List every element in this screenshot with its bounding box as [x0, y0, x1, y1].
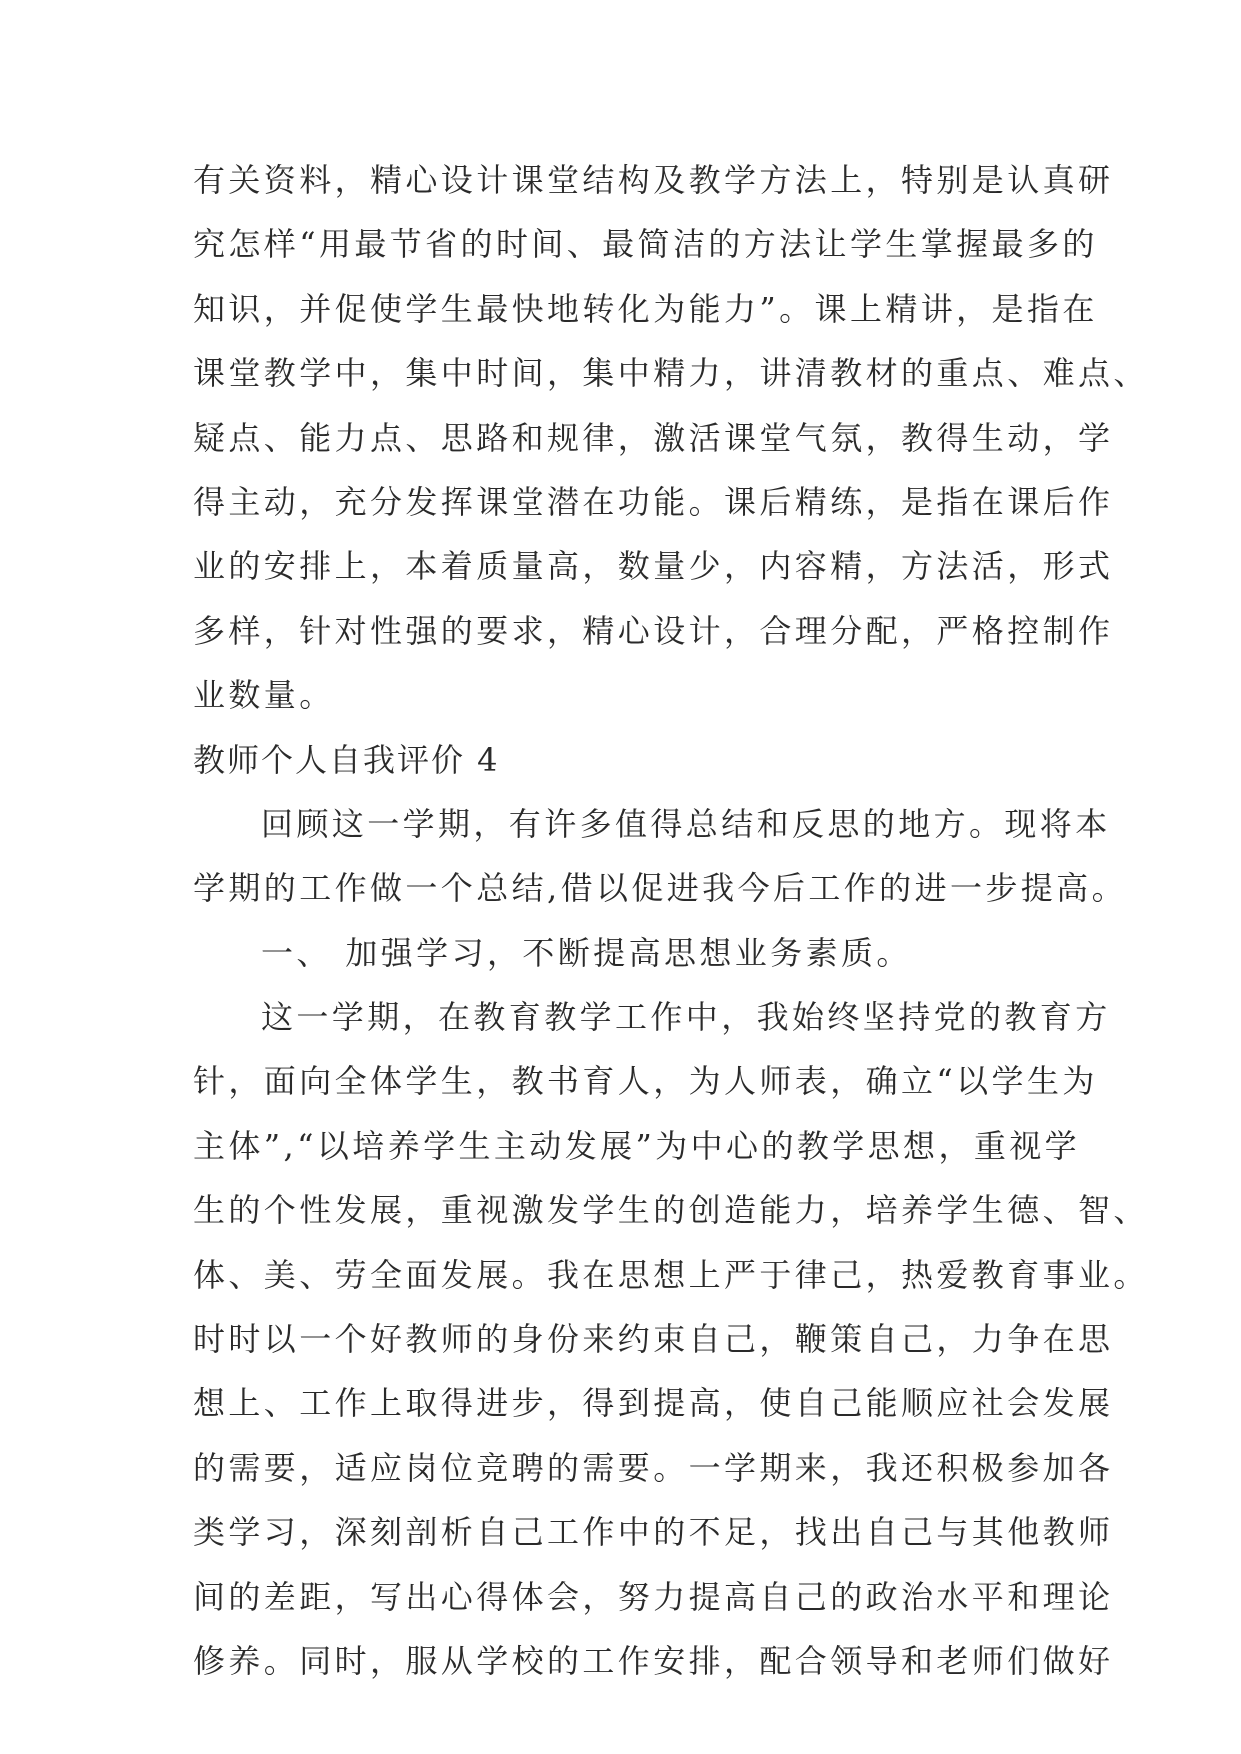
text-line: 间的差距，写出心得体会，努力提高自己的政治水平和理论 [193, 1577, 1114, 1616]
subsection-heading: 一、 加强学习，不断提高思想业务素质。 [261, 933, 912, 972]
text-line: 究怎样“用最节省的时间、最简洁的方法让学生掌握最多的 [193, 225, 1098, 264]
text-line: 疑点、能力点、思路和规律，激活课堂气氛，教得生动，学 [193, 418, 1114, 457]
text-line: 生的个性发展，重视激发学生的创造能力，培养学生德、智、 [193, 1191, 1149, 1230]
text-line: 回顾这一学期，有许多值得总结和反思的地方。现将本 [261, 804, 1111, 843]
text-line: 类学习，深刻剖析自己工作中的不足，找出自己与其他教师 [193, 1513, 1114, 1552]
text-line: 多样，针对性强的要求，精心设计，合理分配，严格控制作 [193, 611, 1114, 650]
text-line: 业数量。 [193, 676, 335, 715]
text-line: 修养。同时，服从学校的工作安排，配合领导和老师们做好 [193, 1641, 1114, 1680]
text-line: 有关资料，精心设计课堂结构及教学方法上，特别是认真研 [193, 161, 1114, 199]
section-heading: 教师个人自我评价 4 [193, 740, 500, 779]
text-line: 体、美、劳全面发展。我在思想上严于律己，热爱教育事业。 [193, 1255, 1149, 1294]
text-line: 想上、工作上取得进步，得到提高，使自己能顺应社会发展 [193, 1384, 1114, 1423]
text-line: 时时以一个好教师的身份来约束自己，鞭策自己，力争在思 [193, 1320, 1114, 1359]
text-line: 业的安排上，本着质量高，数量少，内容精，方法活，形式 [193, 547, 1114, 586]
text-line: 的需要，适应岗位竞聘的需要。一学期来，我还积极参加各 [193, 1448, 1114, 1487]
text-line: 针，面向全体学生，教书育人，为人师表，确立“以学生为 [193, 1062, 1098, 1101]
text-line: 课堂教学中，集中时间，集中精力，讲清教材的重点、难点、 [193, 354, 1149, 393]
document-body [193, 148, 1149, 1693]
text-line: 得主动，充分发挥课堂潜在功能。课后精练，是指在课后作 [193, 482, 1114, 521]
text-line: 学期的工作做一个总结,借以促进我今后工作的进一步提高。 [193, 869, 1127, 908]
text-line: 这一学期，在教育教学工作中，我始终坚持党的教育方 [261, 998, 1111, 1037]
text-line: 知识，并促使学生最快地转化为能力”。课上精讲，是指在 [193, 289, 1098, 328]
text-line: 主体”,“以培养学生主动发展”为中心的教学思想，重视学 [193, 1126, 1081, 1165]
